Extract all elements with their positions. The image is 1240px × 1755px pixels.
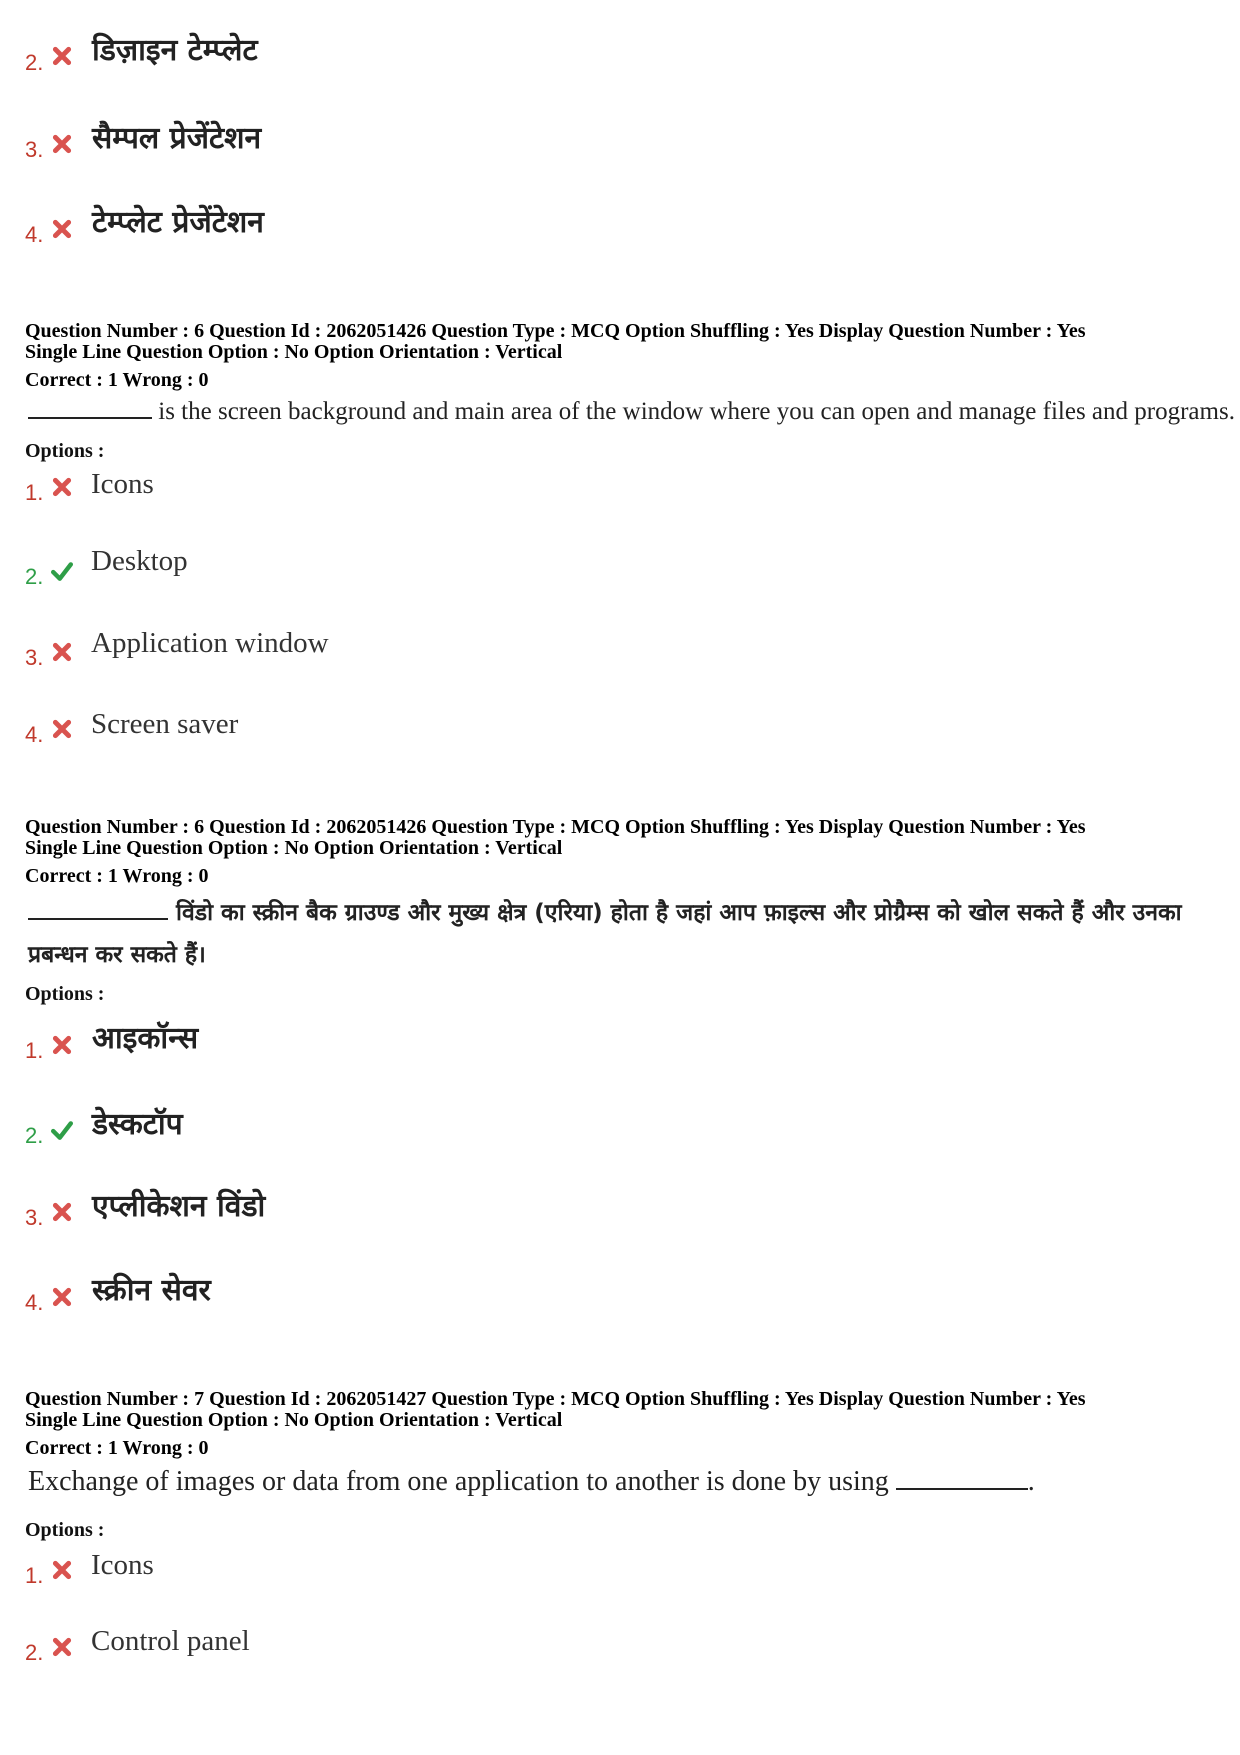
wrong-cross-icon [51,1636,73,1658]
question-meta-line1: Question Number : 6 Question Id : 2062051426 Question Type : MCQ Option Shuffling : Yes Display Question Number : Yes [25,816,1086,838]
question-text [28,398,1235,426]
score-line: Correct : 1 Wrong : 0 [25,1437,209,1459]
option-text: स्क्रीन सेवर [92,1273,211,1308]
option-number: 4. [25,222,44,247]
option-text: एप्लीकेशन विंडो [92,1189,266,1224]
wrong-cross-icon [51,1201,73,1223]
correct-check-icon [51,1119,73,1141]
answer-blank [28,918,168,920]
option-number: 2. [25,564,44,589]
score-line: Correct : 1 Wrong : 0 [25,369,209,391]
question-end: . [1027,1466,1035,1497]
wrong-cross-icon [51,641,73,663]
option-number: 2. [25,50,44,75]
option-number: 4. [25,1290,44,1315]
option-text: Screen saver [91,708,239,740]
question-meta-line1: Question Number : 7 Question Id : 2062051427 Question Type : MCQ Option Shuffling : Yes Display Question Number : Yes [25,1388,1086,1410]
option-text: टेम्प्लेट प्रेजेंटेशन [92,205,264,240]
options-label: Options : [25,440,105,462]
question-meta-line2: Single Line Question Option : No Option Orientation : Vertical [25,1409,563,1431]
correct-check-icon [51,560,73,582]
question-meta-line2: Single Line Question Option : No Option Orientation : Vertical [25,341,563,363]
wrong-cross-icon [51,133,73,155]
option-number: 1. [25,480,44,505]
option-number: 3. [25,645,44,670]
option-number: 3. [25,137,44,162]
wrong-cross-icon [51,1559,73,1581]
answer-blank [896,1488,1028,1490]
option-number: 3. [25,1205,44,1230]
question-text [28,892,1218,976]
question-meta-line2: Single Line Question Option : No Option Orientation : Vertical [25,837,563,859]
option-text: सैम्पल प्रेजेंटेशन [92,121,262,156]
option-number: 4. [25,722,44,747]
option-text: डिज़ाइन टेम्प्लेट [92,33,258,68]
question-meta-line1: Question Number : 6 Question Id : 2062051426 Question Type : MCQ Option Shuffling : Yes Display Question Number : Yes [25,320,1086,342]
option-number: 2. [25,1640,44,1665]
question-body: विंडो का स्क्रीन बैक ग्राउण्ड और मुख्य क्षेत्र (एरिया) होता है जहां आप फ़ाइल्स और प्रोग्रैम्स को खोल सकते हैं और उनका प्रबन्धन कर सकते हैं। [28,900,1182,968]
wrong-cross-icon [51,476,73,498]
question-text [28,1466,1035,1498]
option-text: Application window [91,627,329,659]
wrong-cross-icon [51,1286,73,1308]
score-line: Correct : 1 Wrong : 0 [25,865,209,887]
option-text: आइकॉन्स [92,1021,199,1056]
question-body: Exchange of images or data from one application to another is done by using [28,1466,889,1497]
option-text: Icons [91,468,154,500]
wrong-cross-icon [51,218,73,240]
options-label: Options : [25,983,105,1005]
option-text: डेस्कटॉप [92,1107,183,1142]
option-number: 1. [25,1038,44,1063]
wrong-cross-icon [51,1034,73,1056]
wrong-cross-icon [51,718,73,740]
option-number: 2. [25,1123,44,1148]
wrong-cross-icon [51,45,73,67]
option-text: Desktop [91,545,188,577]
options-label: Options : [25,1519,105,1541]
answer-blank [28,417,152,419]
option-text: Icons [91,1549,154,1581]
option-number: 1. [25,1563,44,1588]
question-body: is the screen background and main area of the window where you can open and manage files and programs. [158,398,1235,425]
option-text: Control panel [91,1625,250,1657]
